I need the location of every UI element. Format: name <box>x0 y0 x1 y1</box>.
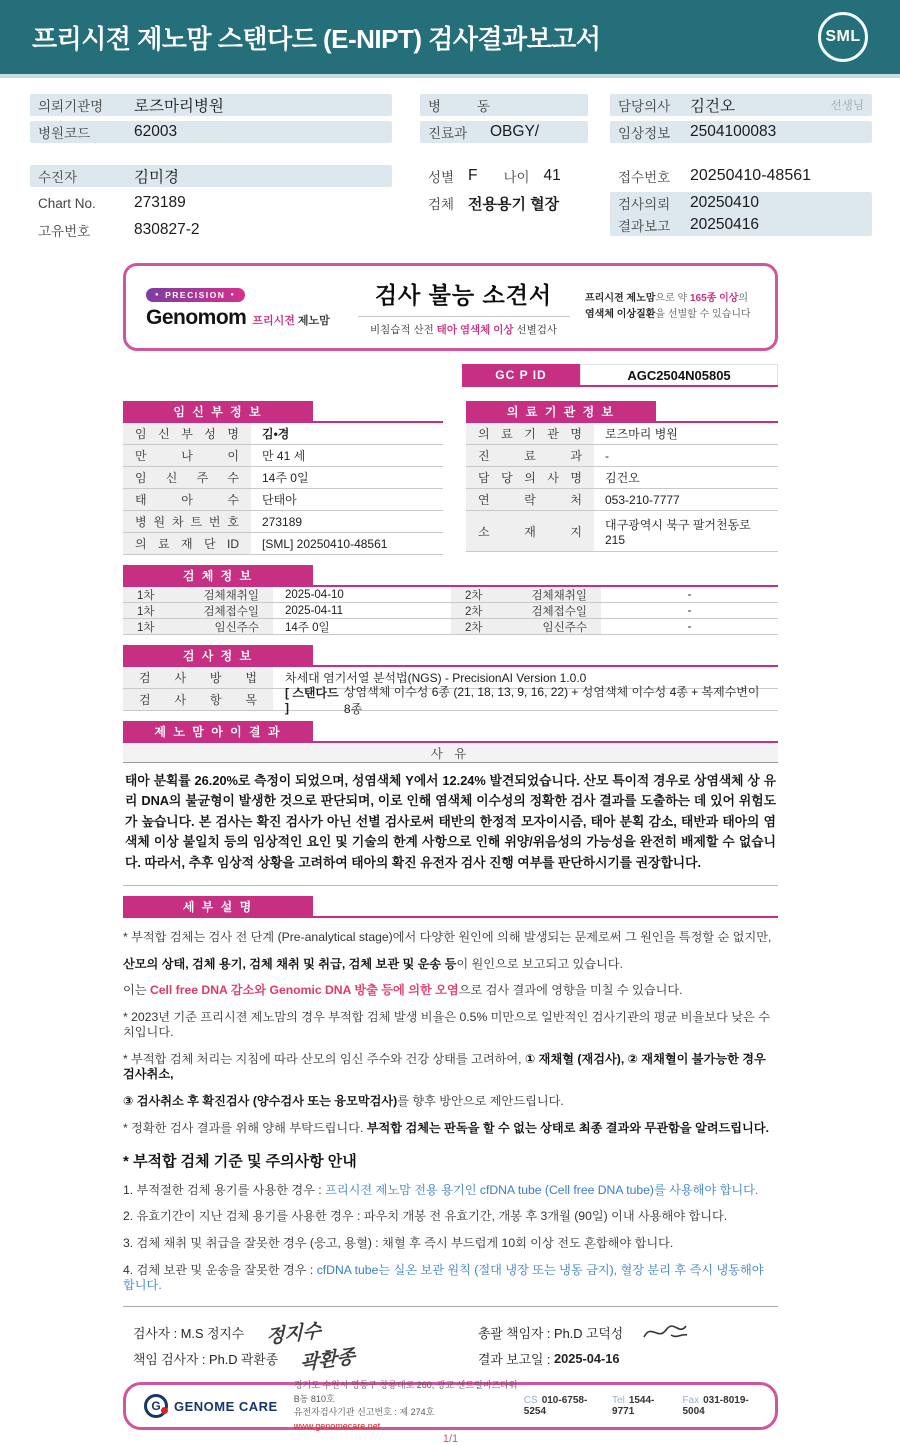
hospital-code-label: 병원코드 <box>38 126 91 141</box>
test-info-header: 검 사 정 보 <box>123 645 778 667</box>
gcpid-value: AGC2504N05805 <box>580 364 778 385</box>
table-row: 담 당 의 사 명 김건오 <box>466 467 778 489</box>
title-divider <box>358 316 570 317</box>
info-tables <box>123 401 778 555</box>
badge-dot-icon: ● <box>230 291 236 298</box>
request-date-row <box>610 192 872 214</box>
table-row: 1차 검체접수일 2025-04-11 2차 검체접수일 - <box>123 603 778 619</box>
medical-org-table <box>466 401 778 555</box>
result-section <box>123 721 778 886</box>
badge-dot-icon: ● <box>155 291 161 298</box>
info-col-right <box>610 94 872 241</box>
test-method-value: 차세대 염기서열 분석법(NGS) - PrecisionAI Version 1.0.0 <box>285 671 587 685</box>
website-url: www.genomecare.net <box>293 1420 381 1431</box>
reason-label: 사 유 <box>123 743 778 763</box>
genomecare-logo-icon: G <box>144 1394 168 1418</box>
page-title: 프리시젼 제노맘 스탠다드 (E-NIPT) 검사결과보고서 <box>32 23 601 54</box>
director-row <box>478 1319 768 1345</box>
table-row: 병 원 차 트 번 호 273189 <box>123 511 443 533</box>
chart-no-value: 273189 <box>134 194 186 211</box>
brand-block <box>146 285 342 330</box>
hospital-code-row <box>30 121 392 143</box>
address-line2: 유전자검사기관 신고번호 : 제 274호 <box>293 1407 435 1418</box>
chief-examiner-label: 책임 검사자 : <box>133 1351 206 1367</box>
notice-item: 1. 부적절한 검체 용기를 사용한 경우 : 프리시젼 제노맘 전용 용기인 cfDNA tube (Cell free DNA tube)를 사용해야 합니다. <box>123 1182 759 1197</box>
department-value: OBGY/ <box>490 123 540 140</box>
detail-line: * 2023년 기준 프리시젼 제노맘의 경우 부적합 검체 발생 비율은 0.5% 미만으로 일반적인 검사기관의 평균 비율보다 낮은 수치입니다. <box>123 1010 770 1040</box>
receipt-no-value: 20250410-48561 <box>690 167 812 184</box>
brand-tagline <box>585 291 755 323</box>
table-row: 소 재 지 대구광역시 북구 팔거천동로 215 <box>466 511 778 552</box>
requesting-org-value: 로즈마리병원 <box>134 98 224 115</box>
requesting-org-label: 의뢰기관명 <box>38 99 104 114</box>
table-row: 임 신 주 수 14주 0일 <box>123 467 443 489</box>
table-row: 1차 검체채취일 2025-04-10 2차 검체채취일 - <box>123 587 778 603</box>
table-row: 연 락 처 053-210-7777 <box>466 489 778 511</box>
clinical-info-row <box>610 121 872 143</box>
footer-contacts <box>524 1395 757 1417</box>
result-report-date-value: 2025-04-16 <box>554 1350 620 1366</box>
chief-examiner-name: Ph.D 곽환종 <box>209 1351 279 1367</box>
specimen-row <box>420 192 588 214</box>
detail-line: ③ 검사취소 후 확진검사 (양수검사 또는 융모막검사)를 향후 방안으로 제안드립니다. <box>123 1094 564 1109</box>
details-header: 세 부 설 명 <box>123 896 778 918</box>
fax-phone: Fax 031-8019-5004 <box>682 1395 749 1418</box>
test-info-section <box>123 645 778 716</box>
chart-no-row <box>30 192 392 214</box>
examiner-label: 검사자 : <box>133 1325 178 1341</box>
detail-line: * 부적합 검체는 검사 전 단계 (Pre-analytical stage)에서 다양한 원인에 의해 발생되는 문제로써 그 원인을 특정할 순 없지만, <box>123 929 772 944</box>
examiner-row <box>133 1319 463 1349</box>
pregnant-info-table <box>123 401 443 555</box>
table-row: 검 사 방 법 차세대 염기서열 분석법(NGS) - PrecisionAI Version 1.0.0 <box>123 667 778 689</box>
brand-kr-precision: 프리시젼 <box>252 314 295 327</box>
clinical-info-label: 임상정보 <box>618 126 671 141</box>
detail-line: * 부적합 검체 처리는 지침에 따라 산모의 임신 주수와 건강 상태를 고려하여, ① 재채혈 (재검사), ② 재채혈이 불가능한 경우 검사취소, <box>123 1052 766 1082</box>
brand-kr-genomom: 제노맘 <box>297 314 330 327</box>
department-label: 진료과 <box>428 126 468 141</box>
brand-header-box <box>123 263 778 351</box>
chief-examiner-row <box>133 1345 463 1375</box>
details-section <box>123 896 778 1293</box>
report-date-row <box>610 214 872 236</box>
reason-text: 태아 분획률 26.20%로 측정이 되었으며, 성염색체 Y에서 12.24% 발견되었습니다. 산모 특이적 경우로 상염색체 상 유리 DNA의 불균형이 발생한 것으로 판단되며, 이로 인해 염색체 이수성의 정확한 검사 결과를 도출하는 데 있어 위험도가 높습니다. 본 검사는 확진 검사가 아닌 선별 검사로써 태반의 한정적 모자이시즘, 태아 분획 감소, 태반과 태아의 염색체 이상 불일치 등의 임상적인 요인 및 기술의 한계 사항으로 인해 위양/위음성의 가능성을 완전히 배제할 수 없습니다. 따라서, 추후 임상적 상황을 고려하여 태아의 확진 유전자 검사 진행 여부를 판단하시기를 권장합니다. <box>123 763 778 886</box>
signature-col-left <box>133 1319 463 1375</box>
table-row: 의 료 기 관 명 로즈마리 병원 <box>466 423 778 445</box>
cs-phone: CS 010-6758-5254 <box>523 1395 588 1418</box>
table-row: 만 나 이 만 41 세 <box>123 445 443 467</box>
sex-value: F <box>468 167 478 184</box>
table-row: 진 료 과 - <box>466 445 778 467</box>
sex-age-row <box>420 165 588 187</box>
receipt-no-row <box>610 165 872 187</box>
department-row <box>420 121 588 143</box>
result-report-date-row <box>478 1345 768 1371</box>
doc-title: 검사 불능 소견서 <box>374 282 553 308</box>
uid-row <box>30 219 392 241</box>
doc-footer <box>123 1382 778 1430</box>
table-row: 임 신 부 성 명 김•경 <box>123 423 443 445</box>
age-value: 41 <box>543 167 561 184</box>
doctor-name: 김건오 <box>690 98 735 115</box>
doctor-row <box>610 94 872 116</box>
doctor-label: 담당의사 <box>618 99 671 114</box>
uid-value: 830827-2 <box>134 221 200 238</box>
precision-badge-label: PRECISION <box>165 289 226 300</box>
report-date-value: 20250416 <box>690 216 759 233</box>
table-row: 의 료 재 단 ID [SML] 20250410-48561 <box>123 533 443 555</box>
patient-info-strip <box>0 94 900 246</box>
age-label: 나이 <box>503 170 530 185</box>
sex-label: 성별 <box>428 170 455 185</box>
gcpid-wrap <box>462 364 778 387</box>
tagline-line1: 프리시젼 제노맘으로 약 165종 이상의 <box>585 293 749 304</box>
patient-label: 수진자 <box>38 170 78 185</box>
result-header: 제 노 맘 아 이 결 과 <box>123 721 778 743</box>
request-date-value: 20250410 <box>690 194 759 211</box>
patient-name: 김미경 <box>134 169 179 186</box>
examiner-name: M.S 정지수 <box>180 1325 245 1341</box>
gcpid-row <box>123 364 778 387</box>
detail-line: 이는 Cell free DNA 감소와 Genomic DNA 방출 등에 의한 오염으로 검사 결과에 영향을 미칠 수 있습니다. <box>123 983 683 998</box>
info-col-left <box>30 94 392 246</box>
notice-item: 4. 검체 보관 및 운송을 잘못한 경우 : cfDNA tube는 실온 보관 원칙 (절대 냉장 또는 냉동 금지), 혈장 분리 후 즉시 냉동해야 합니다. <box>123 1262 764 1293</box>
specimen-header: 검 체 정 보 <box>123 565 778 587</box>
tagline-line2: 염색체 이상질환을 선별할 수 있습니다 <box>585 309 751 320</box>
patient-row <box>30 165 392 187</box>
report-document <box>123 263 778 1445</box>
pregnant-info-header: 임 신 부 정 보 <box>123 401 443 423</box>
genomecare-logo <box>144 1394 278 1418</box>
clinical-info-value: 2504100083 <box>690 123 777 140</box>
genomecare-logo-text: GENOME CARE <box>174 1398 278 1414</box>
chief-examiner-signature: 곽환종 <box>300 1345 356 1375</box>
notice-item: 2. 유효기간이 지난 검체 용기를 사용한 경우 : 파우치 개봉 전 유효기간, 개봉 후 3개월 (90일) 이내 사용해야 합니다. <box>123 1209 728 1224</box>
hospital-code-value: 62003 <box>134 123 178 140</box>
notice-title: * 부적합 검체 기준 및 주의사항 안내 <box>123 1153 357 1171</box>
doc-title-block <box>342 277 585 337</box>
specimen-label: 검체 <box>428 197 455 212</box>
director-name: Ph.D 고덕성 <box>554 1325 624 1341</box>
requesting-org-row <box>30 94 392 116</box>
detail-line: * 정확한 검사 결과를 위해 양해 부탁드립니다. 부적합 검체는 판독을 할 수 없는 상태로 최종 결과와 무관함을 알려드립니다. <box>123 1120 769 1135</box>
brand-name-row <box>146 306 342 330</box>
specimen-value: 전용용기 혈장 <box>468 195 560 213</box>
footer-address <box>294 1379 524 1433</box>
director-label: 총괄 책임자 : <box>478 1325 551 1341</box>
test-items-value: [ 스탠다드 ] 상염색체 이수성 6종 (21, 18, 13, 9, 16, 22) + 성염색체 이수성 4종 + 복제수변이 8종 <box>285 684 760 716</box>
uid-label: 고유번호 <box>38 224 91 239</box>
chart-no-label: Chart No. <box>38 195 96 211</box>
genomom-logo: Genomom <box>146 305 247 329</box>
result-report-date-label: 결과 보고일 : <box>478 1351 551 1367</box>
page-number: 1/1 <box>442 1433 459 1445</box>
gcpid-label: GC P ID <box>462 364 580 385</box>
doctor-suffix: 선생님 <box>830 100 864 112</box>
table-row: 1차 임신주수 14주 0일 2차 임신주수 - <box>123 619 778 635</box>
medical-org-header: 의 료 기 관 정 보 <box>466 401 778 423</box>
signature-area <box>123 1306 778 1375</box>
table-row: 태 아 수 단태아 <box>123 489 443 511</box>
address-line1: 경기도 수원시 영통구 창룡대로 260, 광교 센트럴비즈타워 B동 810호 <box>293 1380 518 1404</box>
doc-subtitle: 비침습적 산전 태아 염색체 이상 선별검사 <box>369 324 558 336</box>
report-header <box>0 0 900 78</box>
signature-col-right <box>478 1319 768 1371</box>
table-row: 검 사 항 목 [ 스탠다드 ] 상염색체 이수성 6종 (21, 18, 13, 9, 16, 22) + 성염색체 이수성 4종 + 복제수변이 8종 <box>123 689 778 711</box>
report-date-label: 결과보고 <box>618 219 671 234</box>
info-col-mid <box>420 94 588 219</box>
notice-item: 3. 검체 채취 및 취급을 잘못한 경우 (응고, 용혈) : 채혈 후 즉시 부드럽게 10회 이상 전도 혼합해야 합니다. <box>123 1236 674 1251</box>
receipt-no-label: 접수번호 <box>618 170 671 185</box>
director-signature-scribble <box>641 1321 689 1343</box>
detail-line: 산모의 상태, 검체 용기, 검체 채취 및 취급, 검체 보관 및 운송 등이 원인으로 보고되고 있습니다. <box>123 956 623 971</box>
ward-row <box>420 94 588 116</box>
sml-logo: SML <box>818 12 868 62</box>
specimen-section <box>123 565 778 635</box>
precision-badge <box>146 288 245 302</box>
request-date-label: 검사의뢰 <box>618 197 671 212</box>
ward-label: 병 동 <box>428 99 490 114</box>
examiner-signature: 정지수 <box>266 1319 322 1349</box>
tel-phone: Tel 1544-9771 <box>612 1395 655 1418</box>
